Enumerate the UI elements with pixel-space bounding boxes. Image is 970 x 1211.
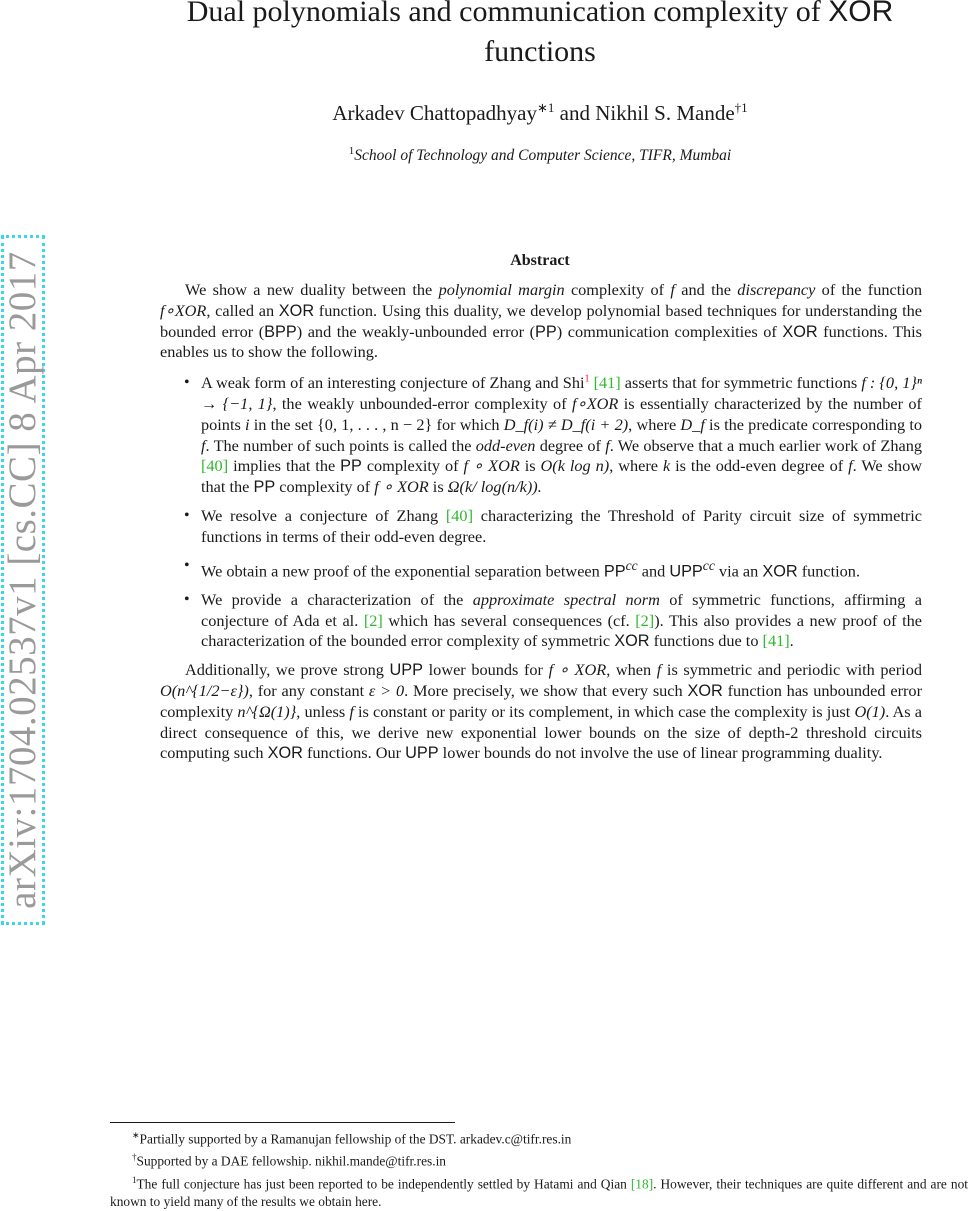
arxiv-identifier-stamp: arXiv:1704.02537v1 [cs.CC] 8 Apr 2017 bbox=[1, 235, 45, 925]
list-item: • We resolve a conjecture of Zhang [40] characterizing the Threshold of Parity circuit size of symmetric functions in terms of their odd-even degree. bbox=[201, 506, 922, 548]
results-list bbox=[160, 373, 922, 652]
citation-link[interactable]: [18] bbox=[630, 1176, 654, 1192]
footnote: ∗Partially supported by a Ramanujan fellowship of the DST. arkadev.c@tifr.res.in bbox=[132, 1130, 572, 1147]
author-name: Nikhil S. Mande bbox=[595, 101, 735, 125]
citation-link[interactable]: [40] bbox=[201, 456, 229, 476]
citation-link[interactable]: [2] bbox=[363, 610, 383, 630]
list-item: • A weak form of an interesting conjecture of Zhang and Shi$^1$ [41] asserts that for symmetric functions f : {0, 1}ⁿ → {−1, 1}, the weakly unbounded-error complexity of f∘XOR is essentially characterized by the number of points i in the set {0, 1, . . . , n − 2} for which D_f(i) ≠ D_f(i + 2), where D_f is the predicate corresponding to f. The number of such points is called the odd-even degree of f. We observe that a much earlier work of Zhang [40] implies that the PP complexity of f ∘ XOR is O(k log n), where k is the odd-even degree of f. We show that the PP complexity of f ∘ XOR is Ω(k/ log(n/k)). bbox=[201, 373, 922, 498]
affiliation: $^1$School of Technology and Computer Science, TIFR, Mumbai bbox=[348, 145, 732, 165]
author-line: Arkadev Chattopadhyay$^{∗1}$ and Nikhil S. Mande$^{\dagger 1}$ bbox=[332, 100, 748, 125]
author-mark: ∗1 bbox=[537, 100, 555, 115]
paper-title: Dual polynomials and communication complexity of XOR functions bbox=[150, 0, 930, 72]
footnote: $^1$The full conjecture has just been reported to be independently settled by Hatami and Qian [18]. However, their techniques are quite different and are not known to yield many of the results we obtain here. bbox=[110, 1174, 968, 1210]
list-item: • We obtain a new proof of the exponential separation between $PP^{cc}$ and $UPP^{cc}$ via an XOR function. bbox=[201, 556, 922, 582]
citation-link[interactable]: [40] bbox=[445, 505, 473, 525]
citation-link[interactable]: [41] bbox=[762, 631, 790, 651]
author-mark: †1 bbox=[734, 100, 748, 115]
abstract-body bbox=[160, 280, 922, 764]
title-xor: XOR bbox=[828, 0, 894, 28]
citation-link[interactable]: [41] bbox=[593, 373, 621, 393]
author-name: Arkadev Chattopadhyay bbox=[332, 101, 538, 125]
abstract-heading: Abstract bbox=[510, 252, 570, 269]
footnotes bbox=[110, 1126, 968, 1211]
list-item: • We provide a characterization of the approximate spectral norm of symmetric functions, affirming a conjecture of Ada et al. [2] which has several consequences (cf. [2]). This also provides a new proof of the characterization of the bounded error complexity of symmetric XOR functions due to [41]. bbox=[201, 590, 922, 652]
citation-link[interactable]: [2] bbox=[635, 610, 655, 630]
footnote-ref[interactable]: 1 bbox=[584, 373, 590, 385]
footnote: †Supported by a DAE fellowship. nikhil.mande@tifr.res.in bbox=[132, 1152, 446, 1169]
abstract-closing-paragraph: Additionally, we prove strong UPP lower bounds for f ∘ XOR, when f is symmetric and periodic with period O(n^{1/2−ε}), for any constant ε > 0. More precisely, we show that every such XOR function has unbounded error complexity n^{Ω(1)}, unless f is constant or parity or its complement, in which case the complexity is just O(1). As a direct consequence of this, we derive new exponential lower bounds on the size of depth-2 threshold circuits computing such XOR functions. Our UPP lower bounds do not involve the use of linear programming duality. bbox=[160, 660, 923, 763]
footnote-rule bbox=[110, 1122, 455, 1123]
abstract-intro-paragraph: We show a new duality between the polynomial margin complexity of f and the discrepancy of the function f∘XOR, called an XOR function. Using this duality, we develop polynomial based techniques for understanding the bounded error (BPP) and the weakly-unbounded error (PP) communication complexities of XOR functions. This enables us to show the following. bbox=[160, 280, 923, 362]
